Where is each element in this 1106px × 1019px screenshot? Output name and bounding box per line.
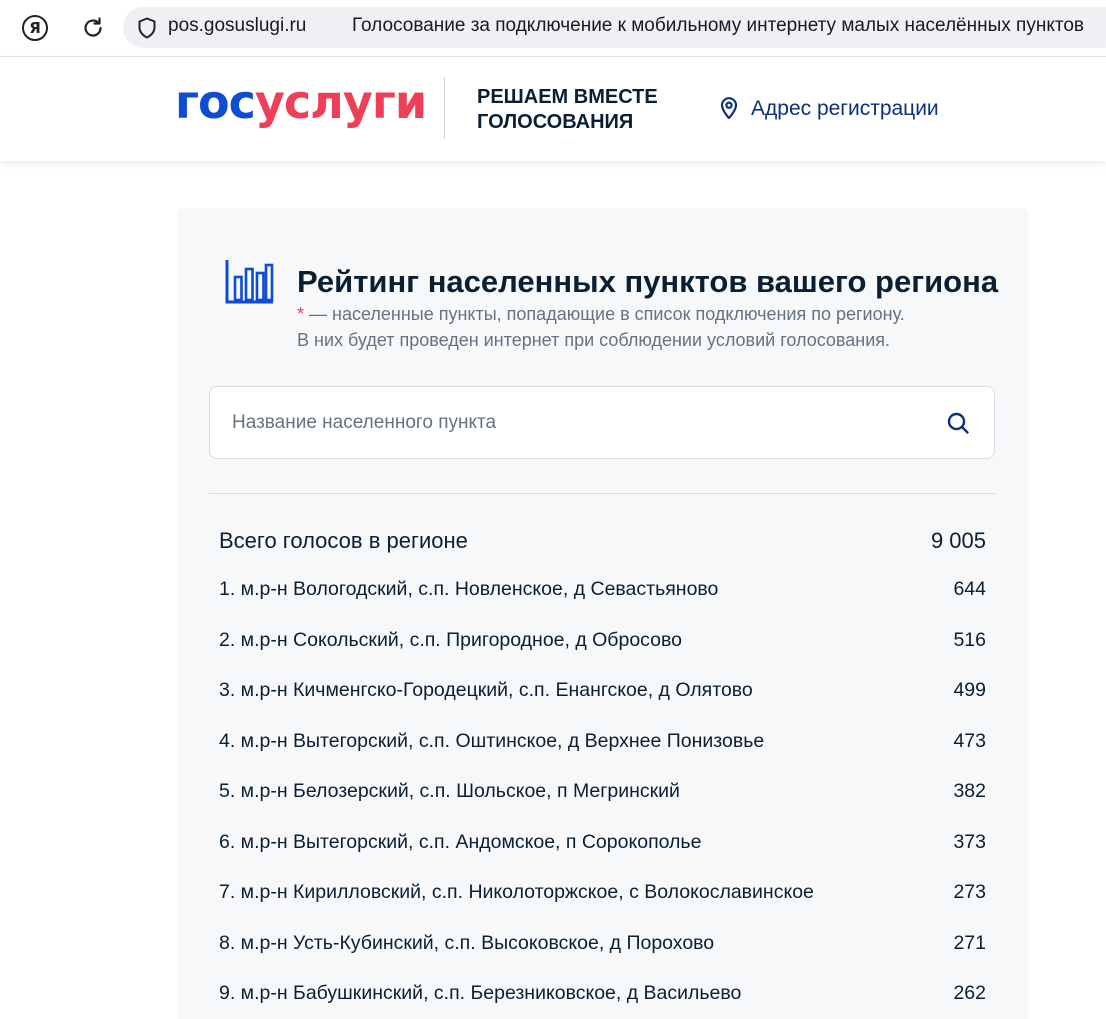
search-box [209,386,995,459]
reload-icon[interactable] [80,15,106,41]
bar-chart-icon [224,257,276,305]
list-item [219,982,986,1019]
rating-note-text: — населенные пункты, попадающие в список подключения по региону. [304,304,905,324]
settlement-name: 3. м.р-н Кичменгско-Городецкий, с.п. Енангское, д Олятово [219,679,753,701]
settlement-votes: 262 [953,982,986,1004]
list-item [219,629,986,680]
total-votes-label: Всего голосов в регионе [219,528,468,553]
settlement-name: 8. м.р-н Усть-Кубинский, с.п. Высоковское, д Порохово [219,931,715,954]
settlement-name: 2. м.р-н Сокольский, с.п. Пригородное, д Обросово [219,628,682,651]
rating-note-line1 [297,304,905,325]
rating-note-line2: В них будет проведен интернет при соблюдении условий голосования. [297,330,891,350]
settlement-name: 4. м.р-н Вытегорский, с.п. Оштинское, д Верхнее Понизовье [219,729,765,752]
registration-address-link[interactable]: Адрес регистрации [751,97,939,120]
location-pin-icon[interactable] [719,96,739,120]
asterisk-mark: * [297,304,305,324]
page-title: Рейтинг населенных пунктов вашего региона [297,264,999,299]
total-votes-value: 9 005 [930,528,986,553]
list-divider [209,493,995,494]
logo-part-uslugi: услуги [254,75,427,129]
settlement-votes: 516 [953,628,986,651]
settlement-votes: 382 [953,780,986,802]
settlement-name: 6. м.р-н Вытегорский, с.п. Андомское, п Сорокополье [219,830,702,853]
settlement-votes: 271 [953,931,986,954]
search-input[interactable] [211,388,911,457]
search-icon[interactable] [946,411,970,435]
logo-part-gos: гос [175,75,255,129]
list-item [219,780,986,831]
list-item [219,932,986,983]
settlement-votes: 644 [953,578,986,600]
list-item [219,578,986,629]
settlement-name: 9. м.р-н Бабушкинский, с.п. Березниковское, д Васильево [219,982,742,1004]
list-item [219,679,986,730]
project-title-line1: РЕШАЕМ ВМЕСТЕ [477,86,658,108]
yandex-icon[interactable]: Я [22,15,48,41]
project-title[interactable] [477,85,658,135]
header-divider [444,77,445,139]
project-title-line2: ГОЛОСОВАНИЯ [477,111,634,133]
list-item [219,831,986,882]
settlement-name: 5. м.р-н Белозерский, с.п. Шольское, п Мегринский [219,780,680,802]
settlement-votes: 373 [953,830,986,853]
settlement-votes: 473 [953,729,986,752]
shield-icon[interactable] [137,17,157,39]
list-item [219,881,986,932]
settlement-name: 1. м.р-н Вологодский, с.п. Новленское, д Севастьяново [219,578,719,600]
settlement-votes: 499 [953,679,986,701]
page-tab-title: Голосование за подключение к мобильному интернету малых населённых пунктов [352,15,1085,36]
list-item [219,730,986,781]
settlement-list [219,578,986,1019]
gosuslugi-logo[interactable] [175,75,427,129]
settlement-name: 7. м.р-н Кирилловский, с.п. Николоторжское, с Волокославинское [219,881,814,903]
url-domain[interactable]: pos.gosuslugi.ru [168,15,307,36]
settlement-votes: 273 [953,881,986,903]
